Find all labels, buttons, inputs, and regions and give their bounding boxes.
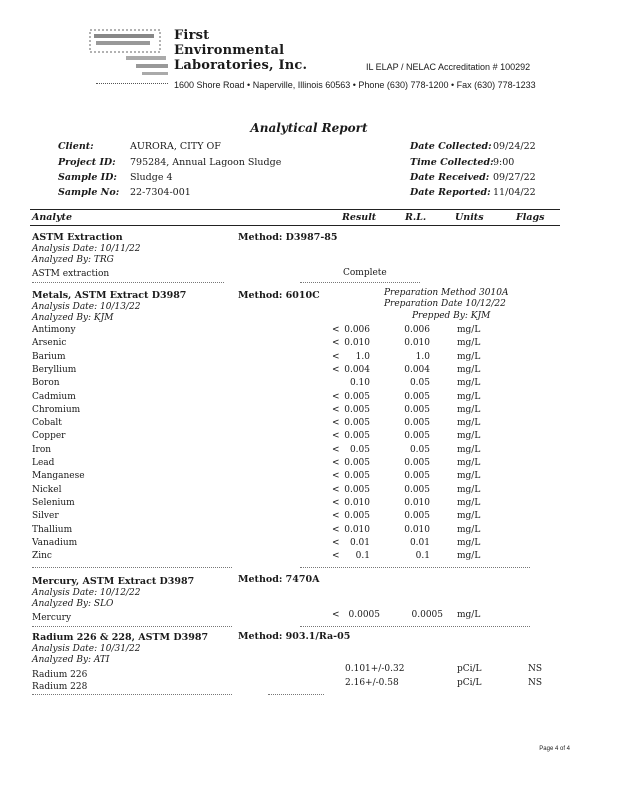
metals-prep-method: Preparation Method 3010A	[384, 288, 509, 298]
metal-lt: <	[332, 511, 340, 521]
header-bottom-rule	[30, 225, 560, 226]
col-flags: Flags	[516, 212, 545, 223]
metal-analyte: Antimony	[32, 325, 76, 335]
radium-228-flags: NS	[528, 678, 543, 688]
metal-rl: 0.05	[409, 445, 430, 455]
metal-lt: <	[332, 458, 340, 468]
extraction-analysis-date: Analysis Date: 10/11/22	[32, 244, 141, 254]
date-received-label: Date Received:	[410, 172, 490, 183]
metal-lt: <	[332, 551, 340, 561]
metal-units: mg/L	[457, 325, 481, 335]
metal-rl: 0.005	[404, 392, 430, 402]
metal-units: mg/L	[457, 378, 481, 388]
date-collected-value: 09/24/22	[493, 141, 536, 152]
metal-result: 0.010	[344, 338, 370, 348]
date-received-value: 09/27/22	[493, 172, 536, 183]
metal-analyte: Silver	[32, 511, 59, 521]
sample-no-value: 22-7304-001	[130, 187, 191, 198]
metal-units: mg/L	[457, 458, 481, 468]
mercury-units: mg/L	[457, 610, 481, 620]
company-name-line-1: First	[174, 28, 210, 43]
metal-rl: 0.010	[404, 525, 430, 535]
extraction-method: Method: D3987-85	[238, 232, 338, 243]
metal-result: 0.006	[344, 325, 370, 335]
radium-228-result: 2.16+/-0.58	[345, 678, 399, 688]
metal-result: 0.010	[344, 498, 370, 508]
metal-analyte: Cadmium	[32, 392, 76, 402]
metal-rl: 0.005	[404, 471, 430, 481]
radium-226-result: 0.101+/-0.32	[345, 664, 405, 674]
metal-lt: <	[332, 365, 340, 375]
time-collected-label: Time Collected:	[410, 157, 494, 168]
metals-analyzed-by: Analyzed By: KJM	[32, 313, 114, 323]
metal-units: mg/L	[457, 418, 481, 428]
mercury-result: 0.0005	[348, 610, 380, 620]
metal-analyte: Iron	[32, 445, 52, 455]
metal-result: 0.010	[344, 525, 370, 535]
mercury-lt: <	[332, 610, 340, 620]
metal-units: mg/L	[457, 498, 481, 508]
metal-lt: <	[332, 538, 340, 548]
metal-result: 0.01	[349, 538, 370, 548]
metal-result: 0.005	[344, 431, 370, 441]
metal-units: mg/L	[457, 431, 481, 441]
metal-rl: 0.01	[409, 538, 430, 548]
accreditation: IL ELAP / NELAC Accreditation # 100292	[366, 62, 531, 72]
radium-dotted-rule-right	[268, 694, 324, 695]
metal-result: 1.0	[355, 352, 370, 362]
report-title: Analytical Report	[250, 121, 368, 135]
metal-rl: 0.005	[404, 405, 430, 415]
metals-prepped-by: Prepped By: KJM	[412, 311, 491, 321]
radium-analyzed-by: Analyzed By: ATI	[32, 655, 110, 665]
radium-analysis-date: Analysis Date: 10/31/22	[32, 644, 141, 654]
page-number: Page 4 of 4	[539, 746, 570, 752]
col-analyte: Analyte	[32, 212, 72, 223]
radium-226-units: pCi/L	[457, 664, 482, 674]
metal-units: mg/L	[457, 365, 481, 375]
metal-analyte: Selenium	[32, 498, 75, 508]
metal-result: 0.005	[344, 392, 370, 402]
metal-analyte: Vanadium	[32, 538, 78, 548]
metal-rl: 0.1	[415, 551, 430, 561]
metal-units: mg/L	[457, 525, 481, 535]
metal-lt: <	[332, 485, 340, 495]
company-name-line-2: Environmental	[174, 43, 285, 58]
mercury-dotted-rule-right	[300, 626, 530, 627]
metal-result: 0.05	[349, 445, 370, 455]
date-reported-value: 11/04/22	[493, 187, 536, 198]
extraction-row-result: Complete	[343, 268, 387, 278]
company-address: 1600 Shore Road • Naperville, Illinois 60563 • Phone (630) 778-1200 • Fax (630) 778-1233	[174, 80, 536, 90]
extraction-dotted-rule-left	[32, 282, 224, 283]
metal-analyte: Copper	[32, 431, 66, 441]
metal-analyte: Cobalt	[32, 418, 62, 428]
sample-id-value: Sludge 4	[130, 172, 173, 183]
metal-analyte: Lead	[32, 458, 55, 468]
radium-title: Radium 226 & 228, ASTM D3987	[32, 632, 209, 643]
metal-rl: 0.010	[404, 498, 430, 508]
mercury-dotted-rule-left	[32, 626, 232, 627]
metal-analyte: Arsenic	[32, 338, 67, 348]
date-reported-label: Date Reported:	[410, 187, 491, 198]
client-label: Client:	[58, 141, 94, 152]
metal-lt: <	[332, 525, 340, 535]
metal-result: 0.005	[344, 458, 370, 468]
metal-rl: 0.005	[404, 458, 430, 468]
radium-226-analyte: Radium 226	[32, 670, 88, 680]
metal-units: mg/L	[457, 405, 481, 415]
sample-id-label: Sample ID:	[58, 172, 117, 183]
metal-result: 0.005	[344, 511, 370, 521]
header-top-rule	[30, 209, 560, 210]
metal-analyte: Nickel	[32, 485, 62, 495]
metal-rl: 0.005	[404, 431, 430, 441]
mercury-title: Mercury, ASTM Extract D3987	[32, 576, 195, 587]
metal-units: mg/L	[457, 551, 481, 561]
metal-lt: <	[332, 325, 340, 335]
project-value: 795284, Annual Lagoon Sludge	[130, 157, 282, 168]
company-name-line-3: Laboratories, Inc.	[174, 58, 308, 73]
metal-rl: 0.005	[404, 511, 430, 521]
metal-analyte: Thallium	[32, 525, 73, 535]
metal-units: mg/L	[457, 485, 481, 495]
metal-result: 0.005	[344, 418, 370, 428]
radium-228-analyte: Radium 228	[32, 682, 88, 692]
metal-lt: <	[332, 418, 340, 428]
metal-result: 0.004	[344, 365, 370, 375]
mercury-analyte: Mercury	[32, 613, 72, 623]
metal-units: mg/L	[457, 338, 481, 348]
metal-lt: <	[332, 431, 340, 441]
company-logo	[86, 26, 172, 88]
metals-title: Metals, ASTM Extract D3987	[32, 290, 187, 301]
metal-analyte: Chromium	[32, 405, 81, 415]
time-collected-value: 9:00	[493, 157, 515, 168]
metal-result: 0.1	[355, 551, 370, 561]
project-label: Project ID:	[58, 157, 116, 168]
radium-226-flags: NS	[528, 664, 543, 674]
metal-lt: <	[332, 338, 340, 348]
extraction-analyzed-by: Analyzed By: TRG	[32, 255, 114, 265]
metal-lt: <	[332, 471, 340, 481]
metals-method: Method: 6010C	[238, 290, 320, 301]
metal-lt: <	[332, 352, 340, 362]
date-collected-label: Date Collected:	[410, 141, 492, 152]
metal-lt: <	[332, 445, 340, 455]
metal-result: 0.005	[344, 471, 370, 481]
metal-analyte: Barium	[32, 352, 66, 362]
col-result: Result	[342, 212, 377, 223]
metal-rl: 0.005	[404, 485, 430, 495]
extraction-dotted-rule-right	[300, 282, 420, 283]
metal-lt: <	[332, 392, 340, 402]
metal-rl: 0.006	[404, 325, 430, 335]
radium-dotted-rule-left	[32, 694, 232, 695]
radium-method: Method: 903.1/Ra-05	[238, 631, 351, 642]
metal-lt: <	[332, 405, 340, 415]
metal-analyte: Manganese	[32, 471, 85, 481]
metal-lt: <	[332, 498, 340, 508]
mercury-analysis-date: Analysis Date: 10/12/22	[32, 588, 141, 598]
metal-analyte: Boron	[32, 378, 60, 388]
sample-no-label: Sample No:	[58, 187, 120, 198]
metal-rl: 0.010	[404, 338, 430, 348]
metal-rl: 0.005	[404, 418, 430, 428]
metal-rl: 1.0	[415, 352, 430, 362]
metal-units: mg/L	[457, 352, 481, 362]
metals-dotted-rule-right	[300, 567, 530, 568]
metal-result: 0.005	[344, 405, 370, 415]
metals-prep-date: Preparation Date 10/12/22	[384, 299, 506, 309]
metal-result: 0.10	[349, 378, 370, 388]
metal-units: mg/L	[457, 392, 481, 402]
client-value: AURORA, CITY OF	[130, 141, 221, 152]
metal-units: mg/L	[457, 471, 481, 481]
metal-analyte: Zinc	[32, 551, 52, 561]
col-units: Units	[455, 212, 484, 223]
mercury-rl: 0.0005	[411, 610, 443, 620]
metal-analyte: Beryllium	[32, 365, 77, 375]
logo-underline	[96, 83, 168, 84]
metal-units: mg/L	[457, 511, 481, 521]
extraction-row-analyte: ASTM extraction	[32, 269, 110, 279]
mercury-method: Method: 7470A	[238, 574, 320, 585]
metals-analysis-date: Analysis Date: 10/13/22	[32, 302, 141, 312]
metal-rl: 0.004	[404, 365, 430, 375]
radium-228-units: pCi/L	[457, 678, 482, 688]
metal-result: 0.005	[344, 485, 370, 495]
metal-rl: 0.05	[409, 378, 430, 388]
mercury-analyzed-by: Analyzed By: SLO	[32, 599, 114, 609]
col-rl: R.L.	[405, 212, 427, 223]
metal-units: mg/L	[457, 445, 481, 455]
extraction-title: ASTM Extraction	[32, 232, 123, 243]
metals-dotted-rule-left	[32, 567, 232, 568]
metal-units: mg/L	[457, 538, 481, 548]
